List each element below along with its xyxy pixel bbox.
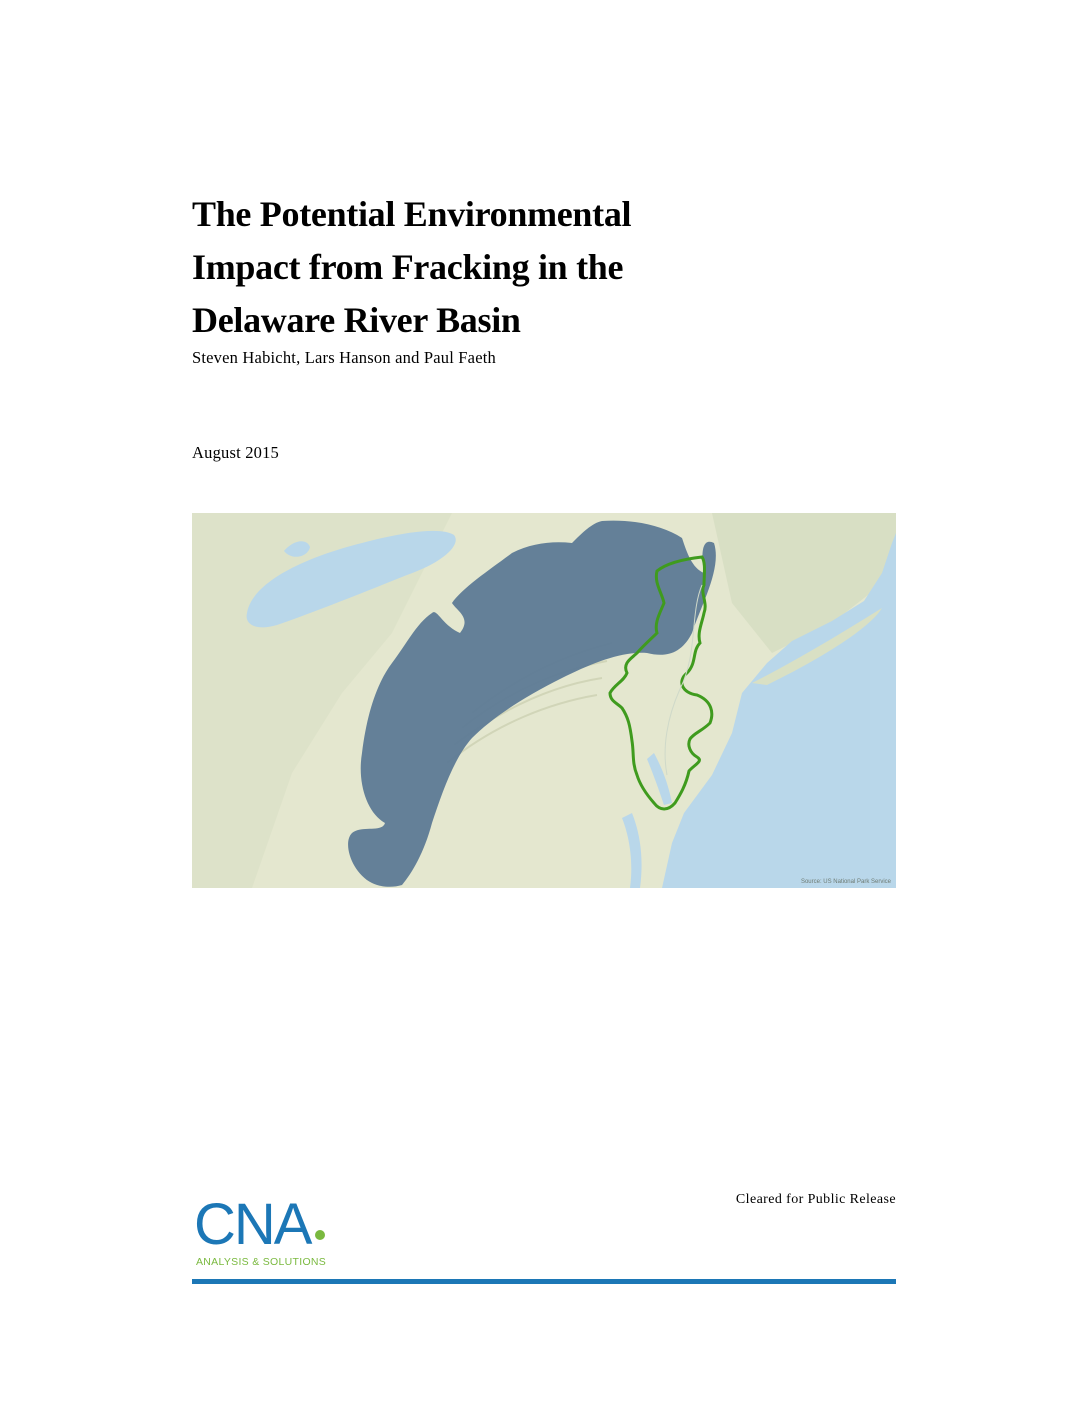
release-statement: Cleared for Public Release <box>735 1192 896 1207</box>
title-line-1: The Potential Environmental <box>192 194 632 234</box>
map-credit: Source: US National Park Service <box>800 879 891 885</box>
footer-rule <box>192 1279 896 1284</box>
map-graphic <box>192 513 896 888</box>
authors: Steven Habicht, Lars Hanson and Paul Faeth <box>192 348 496 367</box>
logo-tagline: ANALYSIS & SOLUTIONS <box>196 1256 327 1268</box>
logo-wordmark: CNA <box>194 1192 311 1257</box>
cna-logo <box>194 1192 364 1272</box>
cover-map <box>192 513 896 888</box>
publication-date: August 2015 <box>192 443 279 462</box>
logo-dot-icon <box>315 1230 325 1240</box>
title-line-3: Delaware River Basin <box>192 300 521 340</box>
title-line-2: Impact from Fracking in the <box>192 247 624 287</box>
report-title <box>192 188 832 347</box>
